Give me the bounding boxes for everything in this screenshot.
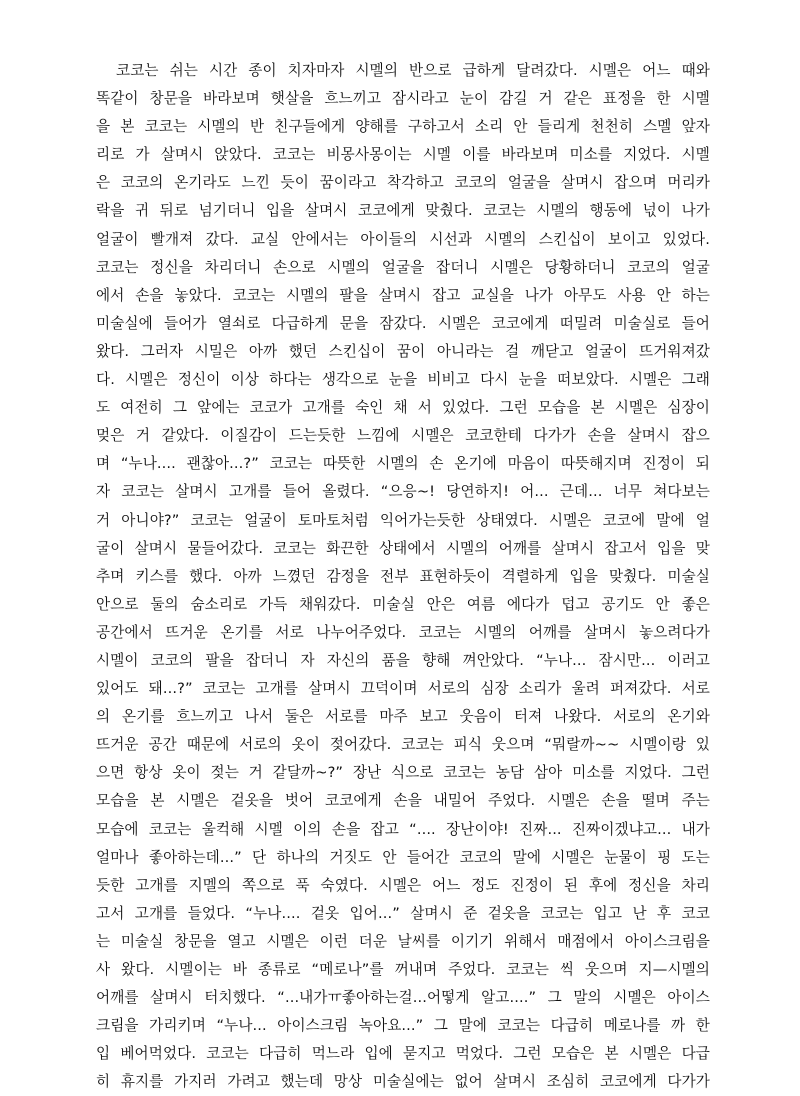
text-line: 추며 키스를 했다. 아까 느꼈던 감정을 전부 표현하듯이 격렬하게 입을 맞췄다. 미술실 [96, 567, 710, 585]
text-line: 모습을 본 시멜은 겉옷을 벗어 코코에게 손을 내밀어 주었다. 시멜은 손을 떨며 주는 [96, 792, 710, 810]
text-line: 으면 항상 옷이 젖는 거 같달까~?” 장난 식으로 코코는 농담 삼아 미소를 지었다. 그런 [96, 764, 710, 782]
text-line: 똑같이 창문을 바라보며 햇살을 흐느끼고 잠시라고 눈이 감길 거 같은 표정을 한 시멜 [96, 90, 710, 108]
text-line: 입 베어먹었다. 코코는 다급히 먹느라 입에 묻지고 먹었다. 그런 모습은 본 시멜은 다급 [96, 1045, 710, 1063]
text-line: 코코는 정신을 차리더니 손으로 시멜의 얼굴을 잡더니 시멜은 당황하더니 코코의 얼굴 [96, 258, 710, 276]
story-paragraph [96, 57, 710, 1096]
text-line: 의 온기를 흐느끼고 나서 둘은 서로를 마주 보고 웃음이 터져 나왔다. 서로의 온기와 [96, 708, 710, 726]
text-line: 공간에서 뜨거운 온기를 서로 나누어주었다. 코코는 시멜의 어깨를 살며시 놓으려다가 [96, 623, 710, 641]
text-line: 코코는 쉬는 시간 종이 치자마자 시멜의 반으로 급하게 달려갔다. 시멜은 어느 때와 [116, 62, 710, 79]
text-line: 다. 시멜은 정신이 이상 하다는 생각으로 눈을 비비고 다시 눈을 떠보았다. 시멜은 그래 [96, 371, 710, 389]
text-line: 어깨를 살며시 터치했다. “...내가ㅠ좋아하는걸...어떻게 알고....” 그 말의 시멜은 아이스 [96, 989, 710, 1007]
text-line: 있어도 돼...?” 코코는 고개를 살며시 끄덕이며 서로의 심장 소리가 울려 퍼져갔다. 서로 [96, 680, 710, 698]
text-line: 자 코코는 살며시 고개를 들어 올렸다. “으응~! 당연하지! 어... 근데... 너무 쳐다보는 [96, 483, 710, 501]
text-line: 얼마나 좋아하는데...” 단 하나의 거짓도 안 들어간 코코의 말에 시멜은 눈물이 핑 도는 [96, 848, 710, 866]
text-line: 히 휴지를 가지러 가려고 했는데 망상 미술실에는 없어 살며시 조심히 코코에게 다가가 [96, 1073, 710, 1091]
text-line: 리로 가 살며시 앉았다. 코코는 비몽사몽이는 시멜 이를 바라보며 미소를 지었다. 시멜 [96, 146, 710, 164]
text-line: 는 미술실 창문을 열고 시멜은 이런 더운 날씨를 이기기 위해서 매점에서 아이스크림을 [96, 932, 710, 950]
text-line: 사 왔다. 시멜이는 바 종류로 “메로나”를 꺼내며 주었다. 코코는 씩 웃으며 지—시멜의 [96, 961, 710, 978]
text-line: 모습에 코코는 울컥해 시멜 이의 손을 잡고 “.... 장난이야! 진짜... 진짜이겠냐고... 내가 [96, 820, 710, 838]
text-line: 굴이 살며시 물들어갔다. 코코는 화끈한 상태에서 시멜의 어깨를 살며시 잡고서 입을 맞 [96, 539, 710, 557]
text-line: 락을 귀 뒤로 넘기더니 입을 살며시 코코에게 맞췄다. 코코는 시멜의 행동에 넋이 나가 [96, 202, 710, 220]
text-line: 에서 손을 놓았다. 코코는 시멜의 팔을 살며시 잡고 교실을 나가 아무도 사용 안 하는 [96, 286, 710, 304]
text-line: 도 여전히 그 앞에는 코코가 고개를 숙인 채 서 있었다. 그런 모습을 본 시멜은 심장이 [96, 399, 710, 417]
text-line: 왔다. 그러자 시밀은 아까 했던 스킨십이 꿈이 아니라는 걸 깨닫고 얼굴이 뜨거워져갔 [96, 342, 710, 360]
text-line: 멎은 거 같았다. 이질감이 드는듯한 느낌에 시멜은 코코한테 다가가 손을 살며시 잡으 [96, 427, 710, 445]
text-line: 시멜이 코코의 팔을 잡더니 자 자신의 품을 향해 껴안았다. “누나... 잠시만... 이러고 [96, 651, 710, 669]
text-line: 뜨거운 공간 때문에 서로의 옷이 젖어갔다. 코코는 피식 웃으며 “뭐랄까~~ 시멜이랑 있 [96, 736, 710, 754]
text-line: 거 아니야?” 코코는 얼굴이 토마토처럼 익어가는듯한 상태였다. 시멜은 코코에 말에 얼 [96, 511, 710, 529]
text-line: 안으로 둘의 숨소리로 가득 채워갔다. 미술실 안은 여름 에다가 덥고 공기도 안 좋은 [96, 595, 710, 613]
text-line: 은 코코의 온기라도 느낀 듯이 꿈이라고 착각하고 코코의 얼굴을 살며시 잡으며 머리카 [96, 174, 710, 192]
text-line: 크림을 가리키며 “누나... 아이스크림 녹아요...” 그 말에 코코는 다급히 메로나를 까 한 [96, 1017, 710, 1035]
text-line: 얼굴이 빨개져 갔다. 교실 안에서는 아이들의 시선과 시멜의 스킨십이 보이고 있었다. [96, 230, 710, 248]
text-line: 듯한 고개를 지멜의 쪽으로 푹 숙였다. 시멜은 어느 정도 진정이 된 후에 정신을 차리 [96, 876, 710, 894]
text-line: 며 “누나.... 괜찮아...?” 코코는 따뜻한 시멜의 손 온기에 마음이 따뜻해지며 진정이 되 [96, 455, 710, 473]
text-line: 고서 고개를 들었다. “누나.... 겉옷 입어...” 살며시 준 겉옷을 코코는 입고 난 후 코코 [96, 904, 710, 922]
text-line: 을 본 코코는 시멜의 반 친구들에게 양해를 구하고서 소리 안 들리게 천천히 스멜 앞자 [96, 118, 710, 136]
text-line: 미술실에 들어가 열쇠로 다급하게 문을 잠갔다. 시멜은 코코에게 떠밀려 미술실로 들어 [96, 314, 710, 332]
